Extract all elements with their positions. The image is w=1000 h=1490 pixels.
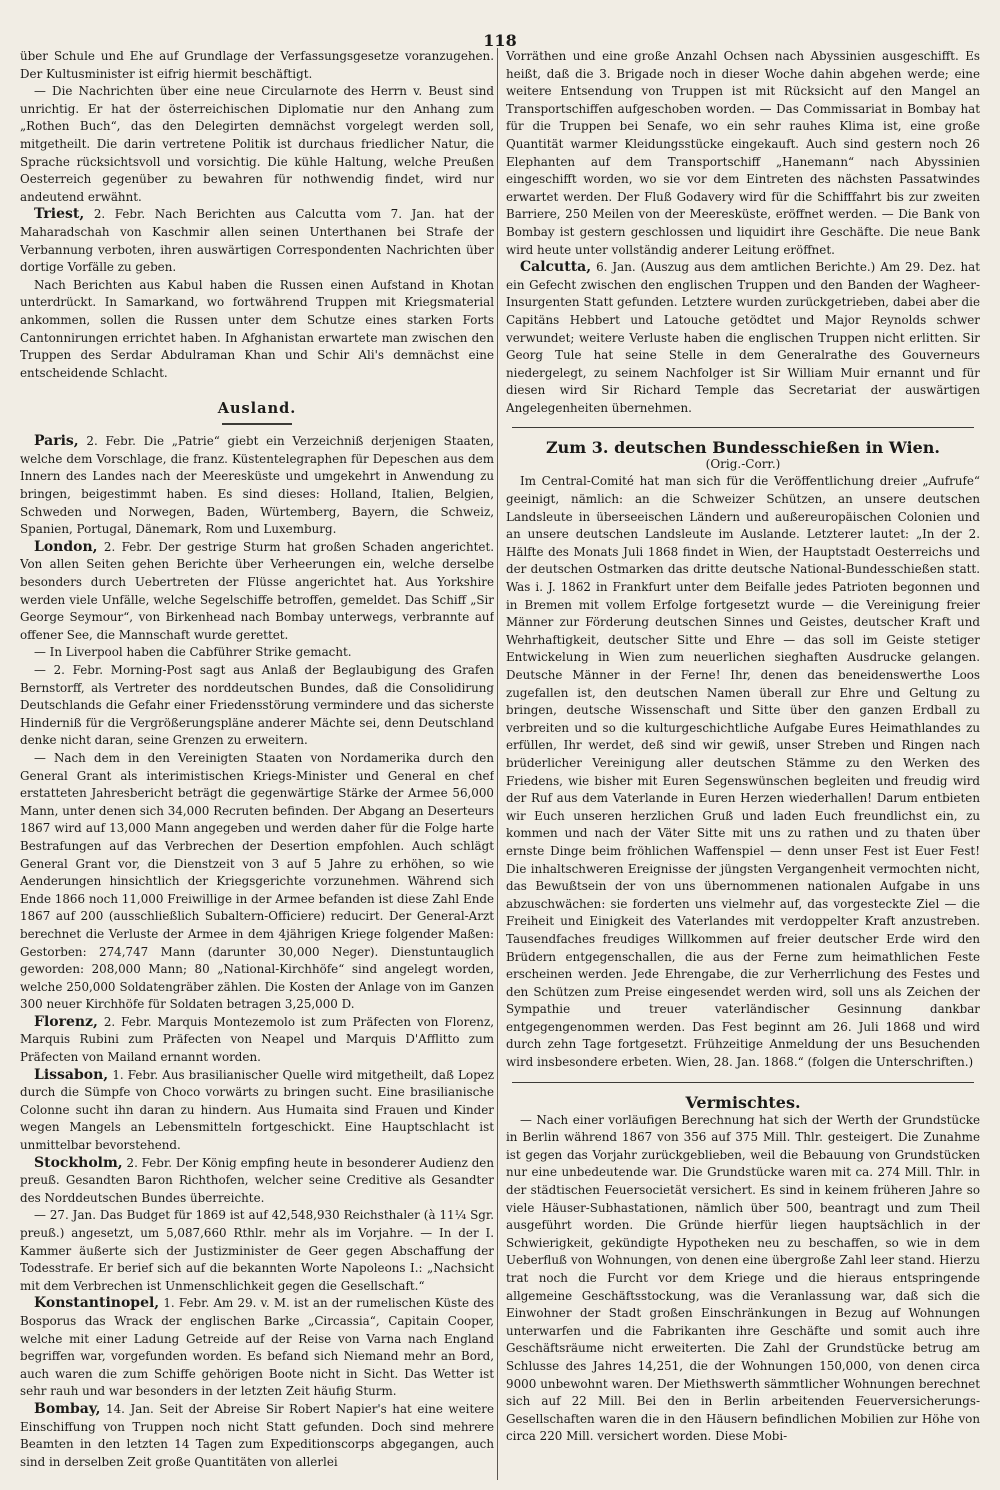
dateline: Paris, [34, 433, 79, 450]
article-text: 6. Jan. (Auszug aus dem amtlichen Berichte.) Am 29. Dez. hat ein Gefecht zwischen den englischen Truppen und den Banden der Wagheer-Insurgenten Statt gefunden. Letztere wurden zurückgetrieben, dabei aber die Capitäns Hebbert und Latouche getödtet und Major Reynolds schwer verwundet; weitere Verluste haben die englischen Truppen nicht erlitten. Sir Georg Tule hat seine Stelle in dem Generalrathe des Gouverneurs niedergelegt, zu seinem Nachfolger ist Sir William Muir ernannt und für diesen wird Sir Richard Temple das Secretariat der auswärtigen Angelegenheiten übernehmen. [506, 260, 980, 415]
article-paragraph: — 27. Jan. Das Budget für 1869 ist auf 42,548,930 Reichsthaler (à 11¼ Sgr. preuß.) angesetzt, um 5,087,660 Rthlr. mehr als im Vorjahre. — In der I. Kammer äußerte sich der Justizminister de Geer gegen Abschaffung der Todesstrafe. Er berief sich auf die bekannten Worte Napoleons I.: „Nachsicht mit dem Verbrechen ist Unmenschlichkeit gegen die Gesellschaft.“ [20, 1208, 494, 1293]
article-text: 2. Febr. Der König empfing heute in besonderer Audienz den preuß. Gesandten Baron Richthofen, welcher seine Creditive als Gesandter des Norddeutschen Bundes überreichte. [20, 1155, 494, 1205]
article-stockholm [20, 1155, 494, 1208]
article-text: 2. Febr. Der gestrige Sturm hat großen Schaden angerichtet. Von allen Seiten gehen Berichte über Verheerungen ein, welche derselbe besonders durch Uebertreten der Flüsse angerichtet hat. Aus Yorkshire werden viele Unfälle, welche Segelschiffe betroffen, gemeldet. Das Schiff „Sir George Seymour“, von Birkenhead nach Bombay unterwegs, verbrannte auf offener See, die Mannschaft wurde gerettet. [20, 539, 494, 642]
heading-rule [222, 423, 292, 425]
article-text: 2. Febr. Die „Patrie“ giebt ein Verzeichniß derjenigen Staaten, welche dem Vorschlage, die franz. Küstentelegraphen für Depeschen aus dem Innern des Landes nach der Meeresküste und umgekehrt in Anwendung zu bringen, beigestimmt haben. Es sind dieses: Holland, Italien, Belgien, Schweden und Norwegen, Baden, Würtemberg, Bayern, die Schweiz, Spanien, Portugal, Dänemark, Rom und Luxemburg. [20, 434, 494, 537]
section-heading-text: Ausland. [217, 400, 297, 418]
article-calcutta [506, 259, 980, 417]
article-paragraph: über Schule und Ehe auf Grundlage der Verfassungsgesetze voranzugehen. Der Kultusminister ist eifrig hiermit beschäftigt. [20, 49, 494, 81]
article-paragraph: — In Liverpool haben die Cabführer Strike gemacht. [34, 645, 352, 660]
section-divider [512, 427, 974, 428]
section-heading [20, 400, 494, 425]
section-subheading: (Orig.-Corr.) [705, 457, 781, 472]
article-paris [20, 433, 494, 539]
article-paragraph: Vorräthen und eine große Anzahl Ochsen nach Abyssinien ausgeschifft. Es heißt, daß die 3. Brigade noch in dieser Woche dahin abgehen werde; eine weitere Entsendung von Truppen ist mit Rücksicht auf den Mangel an Transportschiffen aufgeschoben worden. — Das Commissariat in Bombay hat für die Truppen bei Senafe, wo ein sehr rauhes Klima ist, eine große Quantität warmer Kleidungsstücke eingekauft. Auch sind gestern noch 26 Elephanten auf dem Transportschiff „Hanemann“ nach Abyssinien eingeschifft worden, wo sie vor dem Eintreten des nächsten Passatwindes erwartet werden. Der Fluß Godavery wird für die Schifffahrt bis zur zweiten Barriere, 250 Meilen von der Meeresküste, eröffnet werden. — Die Bank von Bombay ist gestern geschlossen und liquidirt ihre Geschäfte. Die neue Bank wird heute unter vollständig anderer Leitung eröffnet. [506, 49, 980, 257]
dateline: London, [34, 538, 98, 555]
section-heading: Zum 3. deutschen Bundesschießen in Wien. [545, 438, 940, 458]
article-bombay [20, 1401, 494, 1471]
section-divider [512, 1082, 974, 1083]
page-number: 118 [483, 31, 517, 50]
article-london [20, 539, 494, 645]
dateline: Stockholm, [34, 1154, 123, 1171]
article-paragraph: — Nach dem in den Vereinigten Staaten von Nordamerika durch den General Grant als interimistischen Kriegs-Minister und General en chef erstatteten Jahresbericht beträgt die gegenwärtige Stärke der Armee 56,000 Mann, unter denen sich 34,000 Recruten befinden. Der Abgang an Deserteurs 1867 wird auf 13,000 Mann angegeben und werden daher für die Folge harte Bestrafungen auf das Verbrechen der Desertion empfohlen. Auch schlägt General Grant vor, die Dienstzeit von 3 auf 5 Jahre zu erhöhen, so wie Aenderungen hinsichtlich der Kriegsgerichte vorzunehmen. Während sich Ende 1866 noch 11,000 Freiwillige in der Armee befanden ist diese Zahl Ende 1867 auf 200 (ausschließlich Subaltern-Officiere) reducirt. Der General-Arzt berechnet die Verluste der Armee in dem 4jährigen Kriege folgender Maßen: Gestorben: 274,747 Mann (darunter 30,000 Neger). Dienstuntauglich geworden: 208,000 Mann; 80 „National-Kirchhöfe“ sind angelegt worden, welche 250,000 Soldatengräber zählen. Die Kosten der Anlage von im Ganzen 300 neuer Kirchhöfe für Soldaten betragen 3,25,000 D. [20, 750, 494, 1012]
dateline: Bombay, [34, 1400, 101, 1417]
article-text: 1. Febr. Aus brasilianischer Quelle wird mitgetheilt, daß Lopez durch die Sümpfe von Choco vorwärts zu bringen sucht. Eine brasilianische Colonne sucht ihn daran zu hindern. Aus Humaita sind Frauen und Kinder wegen Mangels an Lebensmitteln fortgeschickt. Eine Hauptschlacht ist unmittelbar bevorstehend. [20, 1067, 494, 1153]
article-paragraph: — Die Nachrichten über eine neue Circularnote des Herrn v. Beust sind unrichtig. Er hat der österreichischen Diplomatie nur den Anhang zum „Rothen Buch“, das den Delegirten demnächst vorgelegt werden soll, mitgetheilt. Die darin vertretene Politik ist durchaus friedlicher Natur, die Sprache rücksichtsvoll und vorsichtig. Die kühle Haltung, welche Preußen Oesterreich gegenüber zu bewahren für nothwendig findet, wird nur andeutend erwähnt. [20, 84, 494, 204]
article-lissabon [20, 1067, 494, 1155]
article-paragraph: — 2. Febr. Morning-Post sagt aus Anlaß der Beglaubigung des Grafen Bernstorff, als Vertreter des norddeutschen Bundes, daß die Consolidirung Deutschlands die Gefahr einer Friedensstörung verminderе und das sicherste Hinderniß für die Vergrößerungspläne anderer Mächte sei, denn Deutschland denke nicht daran, seine Grenzen zu erweitern. [20, 663, 494, 748]
article-paragraph: — Nach einer vorläufigen Berechnung hat sich der Werth der Grundstücke in Berlin während 1867 von 356 auf 375 Mill. Thlr. gesteigert. Die Zunahme ist gegen das Vorjahr zurückgeblieben, weil die Bebauung von Grundstücken nur eine unbedeutende war. Die Grundstücke waren mit ca. 274 Mill. Thlr. in der städtischen Feuersocietät versichert. Es sind in keinem früheren Jahre so viele Häuser-Subhastationen, nämlich über 500, beantragt und zum Theil ausgeführt worden. Die Gründe hierfür liegen hauptsächlich in der Schwierigkeit, gekündigte Hypotheken neu zu beschaffen, so wie in dem Ueberfluß von Wohnungen, von denen eine übergroße Zahl leer stand. Hierzu trat noch die Furcht vor dem Kriege und die hieraus entspringende allgemeine Geschäftsstockung, was die Veranlassung war, daß sich die Einwohner der Stadt großen Einschränkungen in Bezug auf Wohnungen unterwarfen und die Fabrikanten ihre Geschäfte und somit auch ihre Geschäftsräume nicht erweiterten. Die Zahl der Grundstücke betrug am Schlusse des Jahres 14,251, die der Wohnungen 150,000, von denen circa 9000 unbewohnt waren. Der Miethswerth sämmtlicher Wohnungen berechnet sich auf 22 Mill. Bei den in Berlin arbeitenden Feuerversicherungs-Gesellschaften waren die in den Häusern befindlichen Mobilien zur Höhe von circa 220 Mill. versichert worden. Diese Mobi- [506, 1112, 980, 1444]
dateline: Triest, [34, 206, 85, 223]
article-text: 1. Febr. Am 29. v. M. ist an der rumelischen Küste des Bosporus das Wrack der englischen Barke „Circassia“, Capitain Cooper, welche mit einer Ladung Getreide auf der Reise von Varna nach England begriffen war, vorgefunden worden. Es befand sich Niemand mehr an Bord, auch waren die zum Schiffe gehörigen Boote nicht in Sicht. Das Wetter ist sehr rauh und war besonders in der letzten Zeit häufig Sturm. [20, 1296, 494, 1399]
dateline: Lissabon, [34, 1066, 109, 1083]
article-triest [20, 206, 494, 276]
article-paragraph: Nach Berichten aus Kabul haben die Russen einen Aufstand in Khotan unterdrückt. In Samarkand, wo fortwährend Truppen mit Kriegsmaterial ankommen, sollen die Russen unter dem Schutze eines starken Forts Cantonnirungen errichtet haben. In Afghanistan erwartete man zwischen den Truppen des Serdar Abdulraman Khan und Schir Ali's demnächst eine entscheidende Schlacht. [20, 277, 494, 380]
dateline: Konstantinopel, [34, 1295, 160, 1312]
article-text: 14. Jan. Seit der Abreise Sir Robert Napier's hat eine weitere Einschiffung von Truppen noch nicht Statt gefunden. Doch sind mehrere Beamten in den letzten 14 Tagen zum Expeditionscorps abgegangen, auch sind in derselben Zeit große Quantitäten von allerlei [20, 1401, 494, 1469]
article-text: 2. Febr. Nach Berichten aus Calcutta vom 7. Jan. hat der Maharadschah von Kaschmir allen seinen Unterthanen bei Strafe der Verbannung verboten, ihren auswärtigen Correspondenten Nachrichten über dortige Vorfälle zu geben. [20, 207, 494, 275]
article-paragraph: Im Central-Comité hat man sich für die Veröffentlichung dreier „Aufrufe“ geeinigt, nämlich: an die Schweizer Schützen, an unsere deutschen Landsleute in überseeischen Ländern und außereuropäischen Colonien und an unsere deutschen Landsleute im Auslande. Letzterer lautet: „In der 2. Hälfte des Monats Juli 1868 findet in Wien, der Hauptstadt Oesterreichs und der deutschen Ostmarken das dritte deutsche National-Bundesschießen statt. Was i. J. 1862 in Frankfurt unter dem Beifalle jedes Patrioten begonnen und in Bremen mit vollem Erfolge fortgesetzt wurde — die Vereinigung freier Männer zur Förderung deutschen Sinnes und Geistes, deutscher Kraft und Wehrhaftigkeit, deutscher Sitte und Ehre — das soll im Geiste stetiger Entwickelung in Wien zum neuerlichen sieghaften Ausdrucke gelangen. Deutsche Männer in der Ferne! Ihr, denen das beneidenswerthe Loos zugefallen ist, den deutschen Namen überall zur Ehre und Geltung zu bringen, deutsche Wissenschaft und Sitte über den ganzen Erdball zu verbreiten und so die kulturgeschichtliche Aufgabe Eures Heimathlandes zu erfüllen, Ihr werdet, deß sind wir gewiß, unser Streben und Ringen nach brüderlicher Vereinigung aller deutschen Stämme zu den Werken des Friedens, wie bisher mit Euren Segenswünschen begleiten und freudig wird der Ruf aus dem Vaterlande in Euren Herzen wiederhallen! Darum entbieten wir Euch unseren herzlichen Gruß und laden Euch freundlichst ein, zu kommen und nach der Väter Sitte mit uns zu rathen und zu thaten über ernste Dinge beim fröhlichen Waffenspiel — denn unser Fest ist Euer Fest! Die inhaltschweren Ereignisse der jüngsten Vergangenheit vermochten nicht, das Bewußtsein der von uns übernommenen nationalen Aufgabe in uns abzuschwächen: sie forderten uns vielmehr auf, das vorgesteckte Ziel — die Freiheit und Einigkeit des Vaterlandes mit verdoppelter Kraft anzustreben. Tausendfaches freudiges Willkommen auf freier deutscher Erde wird den Brüdern entgegenschallen, die aus der Ferne zum heimathlichen Feste erscheinen werden. Jede Ehrengabe, die zur Verherrlichung des Festes und den Schützen zum Preise eingesendet werden wird, soll uns als Zeichen der Sympathie und treuer vaterländischer Gesinnung dankbar entgegengenommen werden. Das Fest beginnt am 26. Juli 1868 und wird durch zehn Tage fortgesetzt. Frühzeitige Anmeldung der uns Besuchenden wird insbesondere erbeten. Wien, 28. Jan. 1868.“ (folgen die Unterschriften.) [506, 474, 980, 1070]
article-florenz [20, 1014, 494, 1067]
section-heading: Vermischtes. [685, 1092, 801, 1112]
right-column [506, 48, 980, 1482]
column-divider [497, 48, 498, 1480]
article-text: 2. Febr. Marquis Montezemolo ist zum Präfecten von Florenz, Marquis Rubini zum Präfecten von Neapel und Marquis D'Afflitto zum Präfecten von Mailand ernannt worden. [20, 1014, 494, 1065]
dateline: Calcutta, [520, 259, 592, 276]
dateline: Florenz, [34, 1013, 98, 1030]
article-konstantinopel [20, 1295, 494, 1401]
left-column [20, 48, 494, 1482]
